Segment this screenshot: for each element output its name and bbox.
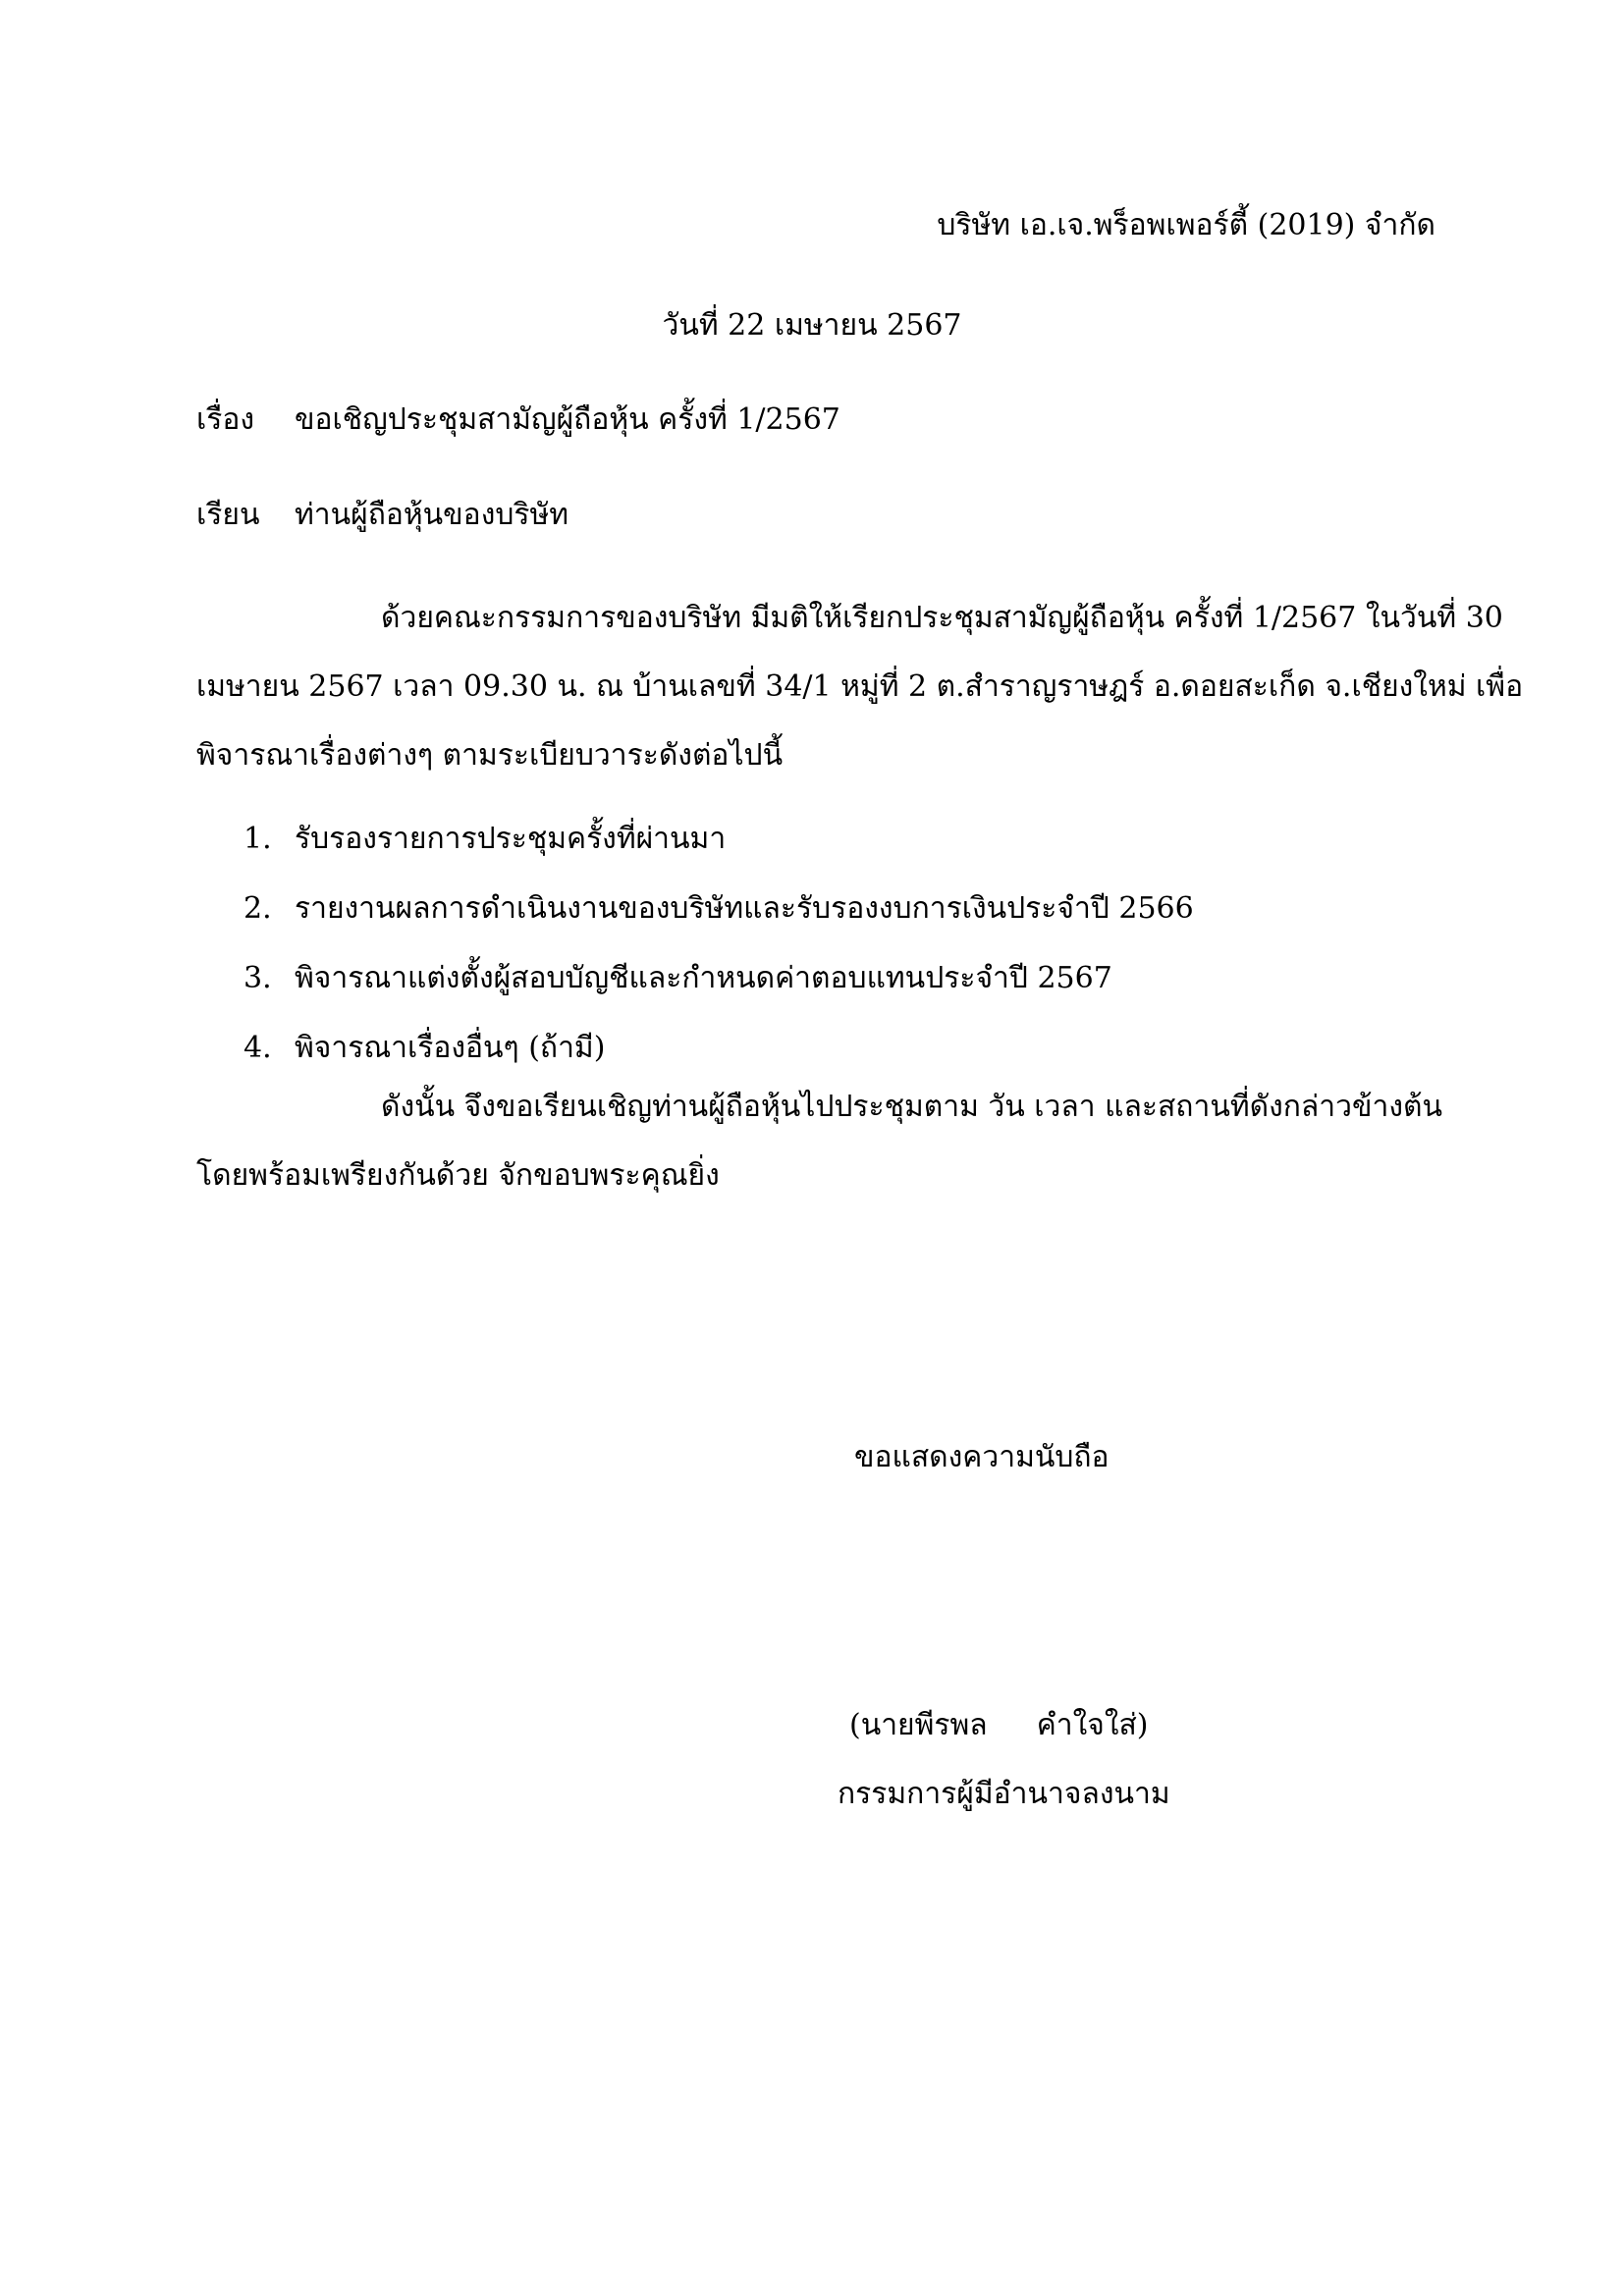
recipient-text: ท่านผู้ถือหุ้นของบริษัท bbox=[295, 498, 569, 532]
subject-label: เรื่อง bbox=[196, 402, 255, 437]
conclusion-paragraph bbox=[196, 1073, 1442, 1210]
agenda-text: พิจารณาเรื่องอื่นๆ (ถ้ามี) bbox=[295, 1031, 606, 1065]
agenda-list bbox=[244, 820, 1194, 1098]
agenda-number: 3. bbox=[244, 961, 272, 995]
subject-text: ขอเชิญประชุมสามัญผู้ถือหุ้น ครั้งที่ 1/2567 bbox=[295, 402, 840, 437]
intro-line: พิจารณาเรื่องต่างๆ ตามระเบียบวาระดังต่อไปนี้ bbox=[196, 738, 784, 773]
closing-phrase: ขอแสดงความนับถือ bbox=[854, 1440, 1110, 1474]
agenda-item bbox=[244, 1029, 1194, 1068]
intro-paragraph bbox=[196, 584, 1524, 790]
agenda-text: พิจารณาแต่งตั้งผู้สอบบัญชีและกำหนดค่าตอบแทนประจำปี 2567 bbox=[295, 961, 1112, 995]
agenda-item bbox=[244, 959, 1194, 998]
agenda-item bbox=[244, 820, 1194, 859]
signatory-title: กรรมการผู้มีอำนาจลงนาม bbox=[838, 1777, 1170, 1811]
agenda-number: 2. bbox=[244, 891, 272, 926]
agenda-item bbox=[244, 889, 1194, 929]
letter-date: วันที่ 22 เมษายน 2567 bbox=[662, 308, 962, 343]
agenda-text: รับรองรายการประชุมครั้งที่ผ่านมา bbox=[295, 822, 727, 856]
agenda-number: 1. bbox=[244, 822, 272, 856]
recipient-label: เรียน bbox=[196, 498, 260, 532]
signatory-name-last: คำใจใส่) bbox=[1036, 1708, 1149, 1742]
agenda-number: 4. bbox=[244, 1031, 272, 1065]
agenda-text: รายงานผลการดำเนินงานของบริษัทและรับรองงบการเงินประจำปี 2566 bbox=[295, 891, 1194, 926]
intro-line: ด้วยคณะกรรมการของบริษัท มีมติให้เรียกประชุมสามัญผู้ถือหุ้น ครั้งที่ 1/2567 ในวันที่ 30 bbox=[381, 601, 1503, 635]
signatory-name-first: (นายพีรพล bbox=[849, 1708, 988, 1742]
conclusion-line: ดังนั้น จึงขอเรียนเชิญท่านผู้ถือหุ้นไปประชุมตาม วัน เวลา และสถานที่ดังกล่าวข้างต้น bbox=[381, 1090, 1442, 1124]
signatory-name bbox=[849, 1706, 1149, 1745]
intro-line: เมษายน 2567 เวลา 09.30 น. ณ บ้านเลขที่ 34/1 หมู่ที่ 2 ต.สำราญราษฎร์ อ.ดอยสะเก็ด จ.เชียงใหม่ เพื่อ bbox=[196, 669, 1524, 704]
company-name: บริษัท เอ.เจ.พร็อพเพอร์ตี้ (2019) จำกัด bbox=[937, 208, 1435, 242]
conclusion-line: โดยพร้อมเพรียงกันด้วย จักขอบพระคุณยิ่ง bbox=[196, 1158, 720, 1193]
